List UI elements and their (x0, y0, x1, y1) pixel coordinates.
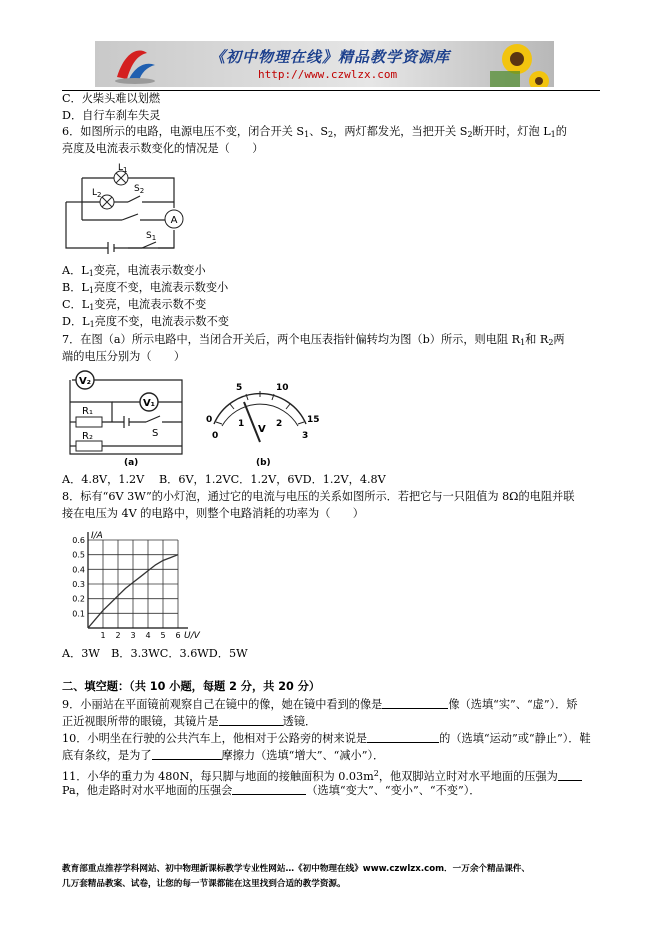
section-heading: 二、填空题：（共 10 小题，每题 2 分，共 20 分） (62, 680, 321, 693)
chart-y-tick-label: 0.5 (72, 550, 85, 560)
chart-y-tick-label: 0.3 (72, 580, 85, 589)
meter-top-0: 0 (206, 415, 213, 425)
v1-label: V₁ (142, 398, 156, 409)
fig-b-label: (b) (256, 458, 271, 468)
chart-x-tick-label: 1 (100, 631, 106, 640)
s2-label: $S_2$ (134, 184, 145, 195)
l1-label: $L_1$ (118, 163, 128, 174)
q10-blank-1[interactable] (367, 732, 439, 743)
banner-title: 《初中物理在线》精品教学资源库 (210, 48, 451, 66)
s1-label: $S_1$ (146, 231, 157, 242)
chart-grid (88, 540, 178, 628)
s-label: S (152, 428, 159, 439)
meter-bottom-2: 2 (276, 419, 283, 429)
meter-unit: V (258, 424, 266, 435)
r2-label: R₂ (82, 431, 93, 442)
q6-option-b: B．$L_1$亮度不变，电流表示数变小 (62, 281, 229, 295)
meter-top-10: 10 (276, 383, 289, 393)
chart-y-tick-label: 0.1 (72, 609, 85, 619)
chart-x-tick-label: 5 (160, 631, 166, 640)
q11-blank-2[interactable] (232, 784, 306, 795)
meter-bottom-0: 0 (212, 431, 219, 441)
q6-option-a: A．$L_1$变亮，电流表示数变小 (62, 264, 206, 278)
lamp-l2-icon (100, 195, 114, 209)
chart-x-tick-label: 2 (115, 631, 121, 640)
r1-label: R₁ (82, 406, 93, 417)
q10-blank-2[interactable] (152, 749, 222, 760)
chart-xlabel: U/V (184, 631, 200, 640)
header-banner (95, 41, 554, 87)
resistor-r1-icon (76, 417, 102, 427)
chart-y-tick-label: 0.4 (72, 565, 85, 575)
q6-option-c: C．$L_1$变亮，电流表示数不变 (62, 298, 207, 312)
meter-top-5: 5 (236, 383, 243, 393)
q6-option-d: D．$L_1$亮度不变，电流表示数不变 (62, 315, 229, 329)
chart-x-tick-label: 6 (175, 631, 181, 640)
meter-top-15: 15 (307, 415, 320, 425)
q5-option-c: C．火柴头难以划燃 (62, 92, 161, 105)
q5-option-d: D．自行车刹车失灵 (62, 109, 161, 122)
q7-stem-line2: 端的电压分别为（ ） (62, 350, 186, 363)
banner-url: http://www.czwlzx.com (258, 68, 398, 81)
q11-blank-1[interactable] (558, 770, 582, 781)
resistor-r2-icon (76, 441, 102, 451)
q11-line1: 11．小华的重力为 480N，每只脚与地面的接触面积为 $0.03m^2$，他双脚站立时对水平地面的压强为 (62, 766, 582, 785)
q10-line2: 底有条纹，是为了 摩擦力（选填“增大”、“减小”）． (62, 749, 385, 762)
q8-iu-chart (62, 528, 210, 640)
q9-blank-1[interactable] (382, 698, 448, 709)
q9-line2: 正近视眼所带的眼镜，其镜片是 透镜． (62, 715, 317, 728)
v2-label: V₂ (78, 376, 92, 387)
meter-bottom-3: 3 (302, 431, 309, 441)
q8-options: A．3W B．3.3WC．3.6WD．5W (62, 647, 248, 660)
meter-bottom-1: 1 (238, 419, 245, 429)
l2-label: $L_2$ (92, 188, 102, 199)
chart-y-tick-label: 0.2 (72, 594, 85, 604)
q9-blank-2[interactable] (219, 715, 283, 726)
footer-line2: 几万套精品教案、试卷，让您的每一节课都能在这里找到合适的教学资源。 (62, 879, 346, 889)
q8-stem-line2: 接在电压为 4V 的电路中，则整个电路消耗的功率为（ ） (62, 507, 364, 520)
q7-stem-line1: 7．在图（a）所示电路中，当闭合开关后，两个电压表指针偏转均为图（b）所示，则电阻 $R_1$和 $R_2$两 (62, 333, 565, 347)
footer-line1: 教育部重点推荐学科网站、初中物理新课标教学专业性网站…《初中物理在线》www.czwlzx.com．一万余个精品课件、 (62, 864, 530, 874)
chart-x-tick-label: 3 (130, 631, 136, 640)
fig-a-label: (a) (124, 458, 139, 468)
q8-stem-line1: 8．标有“6V 3W”的小灯泡，通过它的电流与电压的关系如图所示．若把它与一只阻值为 8Ω的电阻并联 (62, 490, 575, 503)
q11-line2: Pa，他走路时对水平地面的压强会 （选填“变大”、“变小”、“不变”）． (62, 784, 481, 797)
ammeter-label: A (170, 215, 178, 226)
q6-stem-line1: 6．如图所示的电路，电源电压不变，闭合开关 $S_1$、$S_2$，两灯都发光，当把开关 $S_2$断开时，灯泡 $L_1$的 (62, 125, 567, 139)
q6-stem-line2: 亮度及电流表示数变化的情况是（ ） (62, 142, 264, 155)
q7-options: A．4.8V，1.2V B．6V，1.2VC．1.2V，6VD．1.2V，4.8V (62, 473, 386, 486)
q9-line1: 9．小丽站在平面镜前观察自己在镜中的像，她在镜中看到的像是 像（选填“实”、“虚”）．矫 (62, 698, 578, 711)
chart-x-tick-label: 4 (145, 631, 151, 640)
chart-ylabel: I/A (91, 531, 103, 541)
q6-circuit-diagram (62, 158, 192, 258)
q10-line1: 10．小明坐在行驶的公共汽车上，他相对于公路旁的树来说是 的（选填“运动”或“静止”）．鞋 (62, 732, 591, 745)
q7-circuit-and-meter (62, 366, 322, 468)
chart-y-tick-label: 0.6 (72, 536, 85, 545)
